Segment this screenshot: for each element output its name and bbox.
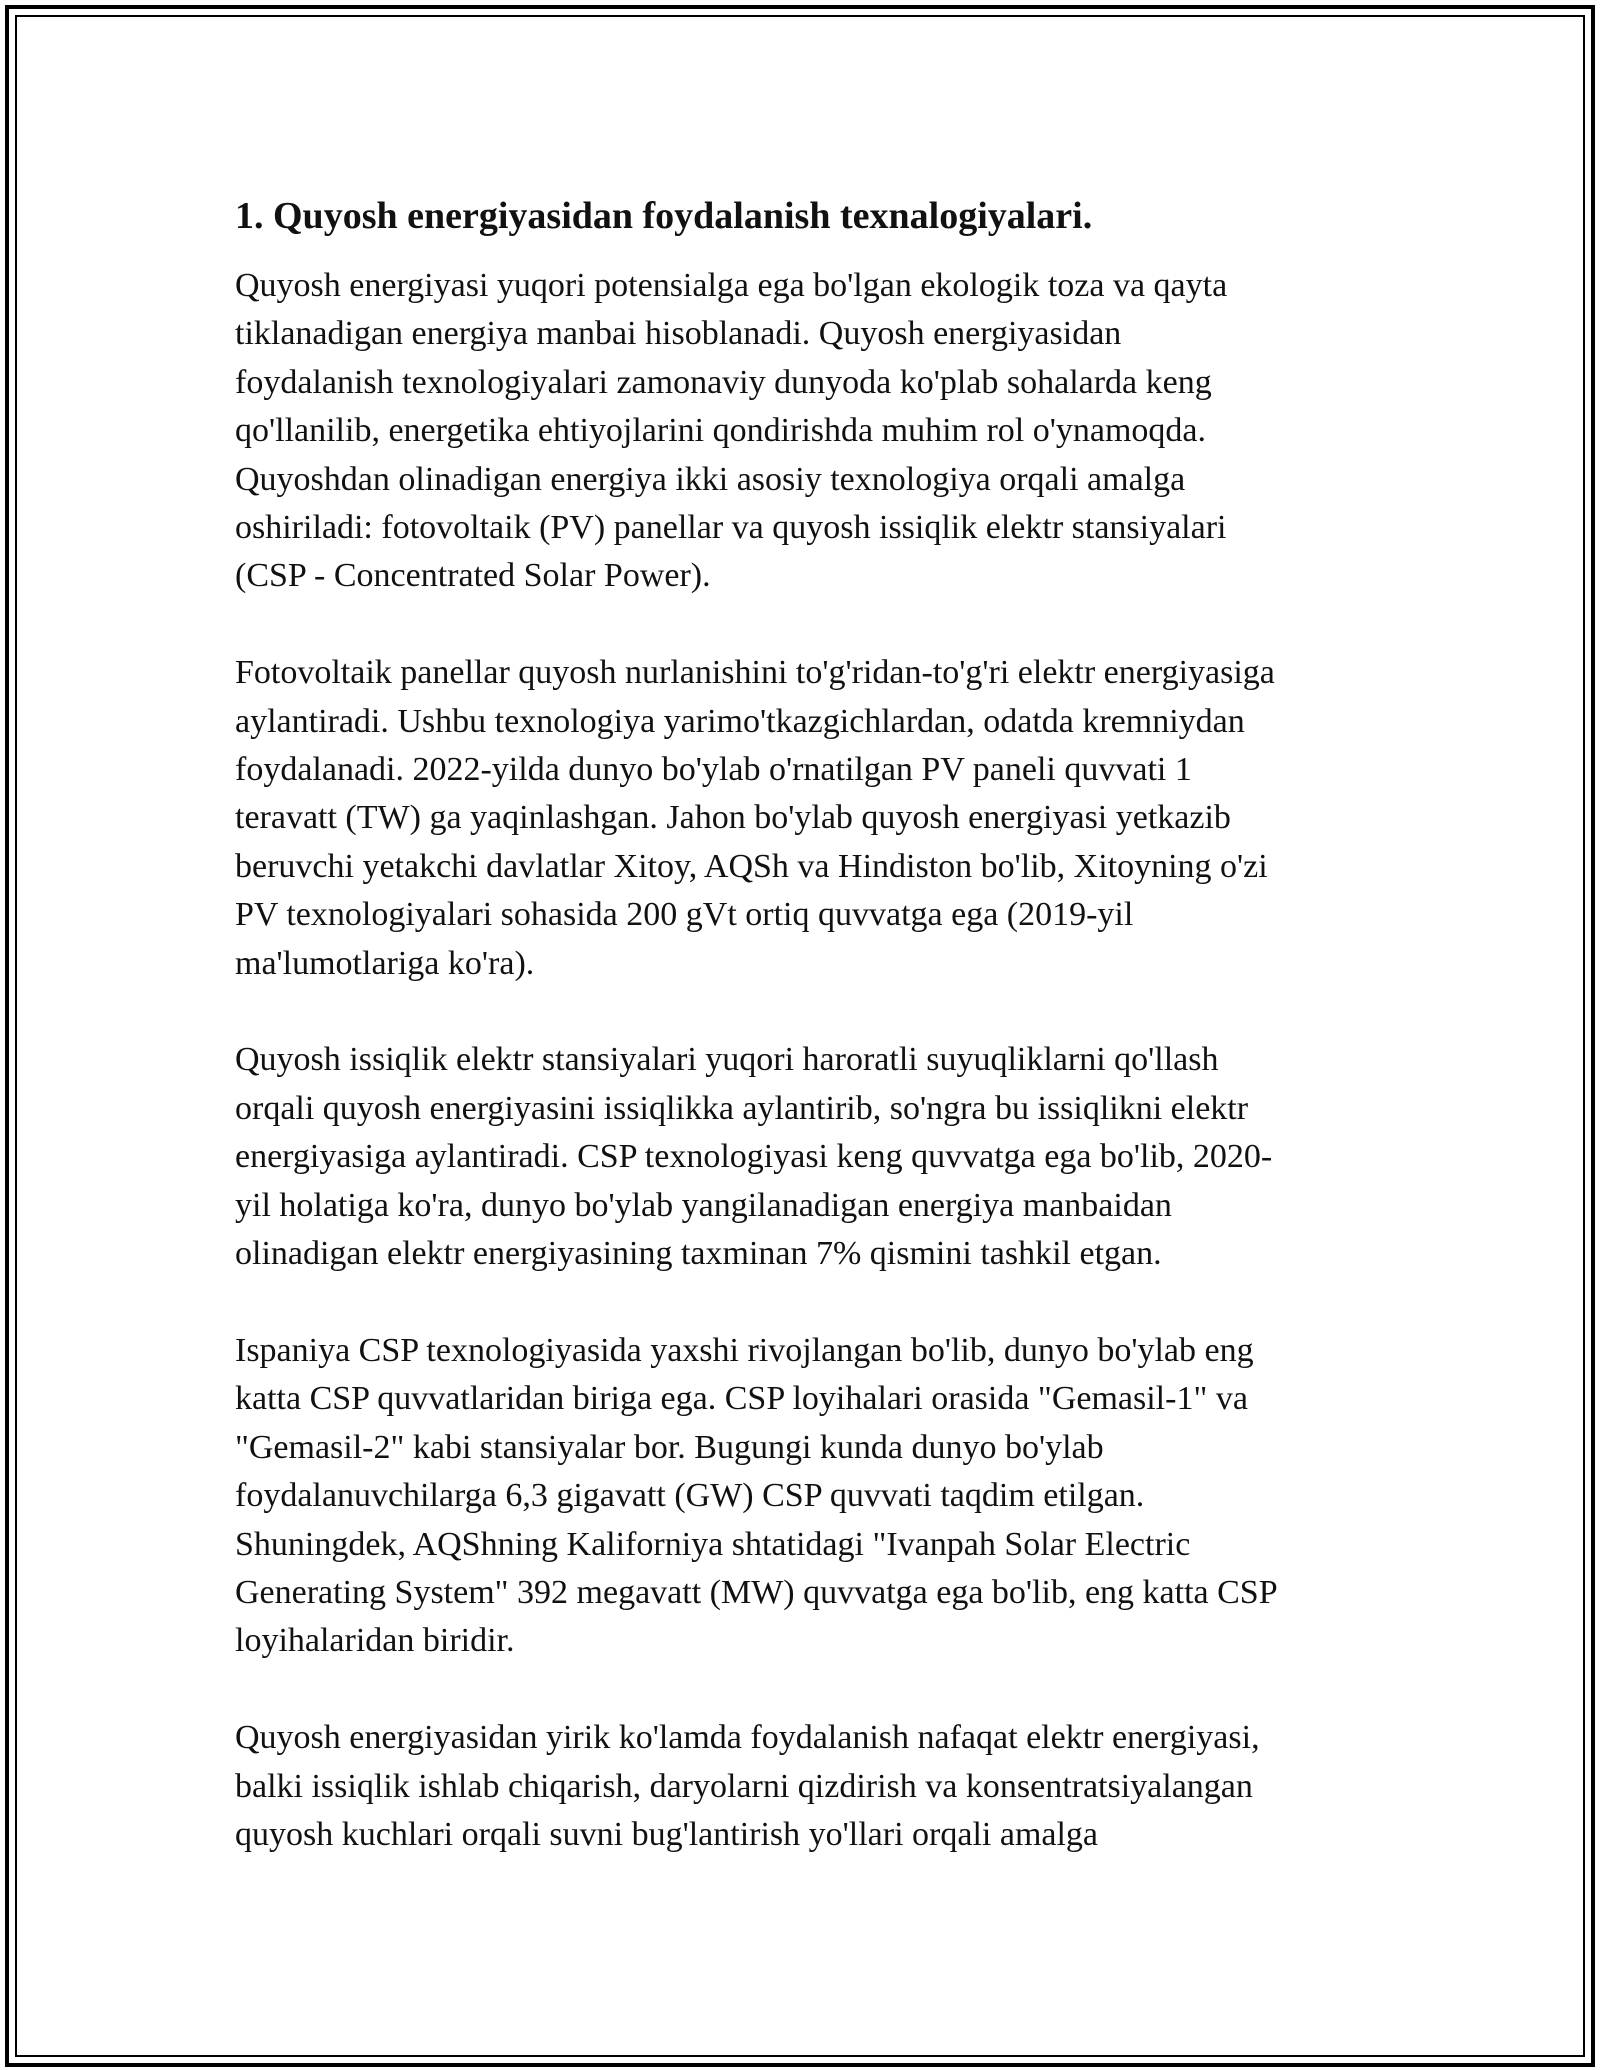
- paragraph-line: Quyosh energiyasi yuqori potensialga ega bo'lgan ekologik toza va qayta: [235, 267, 1228, 304]
- paragraph-line: qo'llanilib, energetika ehtiyojlarini qondirishda muhim rol o'ynamoqda.: [235, 412, 1206, 450]
- paragraph-line: PV texnologiyalari sohasida 200 gVt ortiq quvvatga ega (2019-yil: [235, 896, 1134, 934]
- paragraph-line: Quyoshdan olinadigan energiya ikki asosiy texnologiya orqali amalga: [235, 460, 1186, 498]
- paragraph: [235, 1714, 1375, 1859]
- paragraph-line: olinadigan elektr energiyasining taxminan 7% qismini tashkil etgan.: [235, 1235, 1162, 1273]
- paragraph-line: Shuningdek, AQShning Kaliforniya shtatidagi "Ivanpah Solar Electric: [235, 1525, 1191, 1563]
- paragraph-line: Generating System" 392 megavatt (MW) quvvatga ega bo'lib, eng katta CSP: [235, 1573, 1278, 1611]
- paragraph-line: foydalanuvchilarga 6,3 gigavatt (GW) CSP quvvati taqdim etilgan.: [235, 1477, 1145, 1515]
- paragraph-line: aylantiradi. Ushbu texnologiya yarimo'tkazgichlardan, odatda kremniydan: [235, 702, 1245, 740]
- paragraph-line: foydalanadi. 2022-yilda dunyo bo'ylab o'rnatilgan PV paneli quvvati 1: [235, 751, 1192, 789]
- paragraph-line: balki issiqlik ishlab chiqarish, daryolarni qizdirish va konsentratsiyalangan: [235, 1767, 1253, 1805]
- paragraph: [235, 262, 1375, 601]
- paragraph-line: Quyosh energiyasidan yirik ko'lamda foydalanish nafaqat elektr energiyasi,: [235, 1719, 1260, 1757]
- paragraph-line: quyosh kuchlari orqali suvni bug'lantirish yo'llari orqali amalga: [235, 1815, 1099, 1853]
- paragraph-line: (CSP - Concentrated Solar Power).: [235, 557, 711, 595]
- paragraph-line: katta CSP quvvatlaridan biriga ega. CSP loyihalari orasida "Gemasil-1" va: [235, 1380, 1248, 1418]
- paragraph-line: oshiriladi: fotovoltaik (PV) panellar va quyosh issiqlik elektr stansiyalari: [235, 509, 1227, 547]
- paragraph: [235, 649, 1375, 988]
- paragraph-line: yil holatiga ko'ra, dunyo bo'ylab yangilanadigan energiya manbaidan: [235, 1186, 1172, 1224]
- paragraph-line: teravatt (TW) ga yaqinlashgan. Jahon bo'ylab quyosh energiyasi yetkazib: [235, 799, 1231, 837]
- paragraph-line: Fotovoltaik panellar quyosh nurlanishini to'g'ridan-to'g'ri elektr energiyasiga: [235, 654, 1275, 692]
- document-body: [235, 190, 1375, 1859]
- paragraph-line: Ispaniya CSP texnologiyasida yaxshi rivojlangan bo'lib, dunyo bo'ylab eng: [235, 1331, 1254, 1369]
- paragraph: [235, 1036, 1375, 1278]
- document-heading: 1. Quyosh energiyasidan foydalanish texnalogiyalari.: [235, 195, 1093, 237]
- paragraph-line: energiyasiga aylantiradi. CSP texnologiyasi keng quvvatga ega bo'lib, 2020-: [235, 1138, 1273, 1176]
- paragraph-line: "Gemasil-2" kabi stansiyalar bor. Bugungi kunda dunyo bo'ylab: [235, 1428, 1104, 1466]
- paragraph-line: beruvchi yetakchi davlatlar Xitoy, AQSh va Hindiston bo'lib, Xitoyning o'zi: [235, 847, 1268, 885]
- paragraph-line: orqali quyosh energiyasini issiqlikka aylantirib, so'ngra bu issiqlikni elektr: [235, 1089, 1249, 1127]
- paragraph-line: ma'lumotlariga ko'ra).: [235, 944, 535, 982]
- paragraph-line: foydalanish texnologiyalari zamonaviy dunyoda ko'plab sohalarda keng: [235, 363, 1212, 401]
- paragraph: [235, 1327, 1375, 1666]
- paragraph-list: [235, 262, 1375, 1859]
- paragraph-line: loyihalaridan biridir.: [235, 1622, 515, 1660]
- paragraph-line: tiklanadigan energiya manbai hisoblanadi. Quyosh energiyasidan: [235, 315, 1122, 353]
- paragraph-line: Quyosh issiqlik elektr stansiyalari yuqori haroratli suyuqliklarni qo'llash: [235, 1041, 1219, 1079]
